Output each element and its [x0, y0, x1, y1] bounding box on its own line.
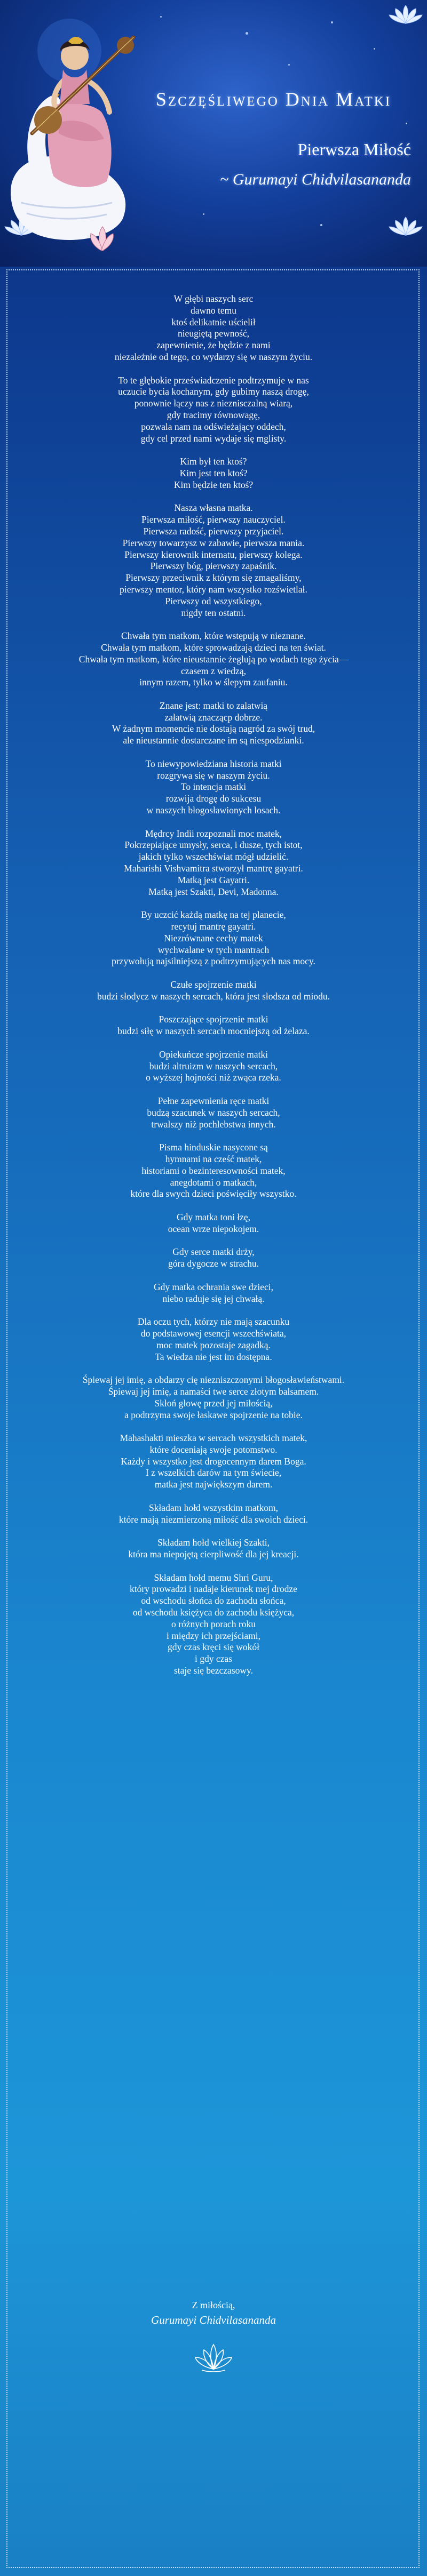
sparkle-decoration: [406, 123, 407, 124]
closing-block: [0, 2299, 427, 2329]
poem-line: niezależnie od tego, co wydarzy się w naszym życiu.: [114, 351, 313, 362]
poem-author: ~ Gurumayi Chidvilasananda: [220, 171, 411, 188]
poem-stanza: [0, 1316, 427, 1363]
poem-line: Pierwszy bóg, pierwszy zapaśnik.: [150, 561, 277, 572]
poem-line: Śpiewaj jej imię, a obdarzy cię niezniszczonymi błogosławieństwami.: [82, 1374, 345, 1386]
poem-line: Chwała tym matkom, które nieustannie żeglują po wodach tego życia—: [78, 653, 349, 665]
poem-stanza: [0, 456, 427, 491]
poem-line: Pełne zapewnienia ręce matki: [157, 1095, 270, 1106]
poem-line: To niewypowiedziana historia matki: [145, 758, 282, 769]
poem-line: przywołują najsilniejszą z podtrzymujących nas mocy.: [112, 956, 315, 967]
poem-line: Kim jest ten ktoś?: [179, 467, 248, 478]
poem-line: Śpiewaj jej imię, a namaści twe serce złotym balsamem.: [108, 1386, 319, 1397]
poem-line: Opiekuńcze spojrzenie matki: [159, 1049, 268, 1060]
poem-line: budzi altruizm w naszych sercach,: [149, 1060, 278, 1071]
poem-line: budzą szacunek w naszych sercach,: [147, 1107, 280, 1118]
poem-line: Nasza własna matka.: [174, 502, 253, 514]
poem-stanza: [0, 1049, 427, 1084]
poem-line: Ta wiedza nie jest im dostępna.: [155, 1351, 272, 1362]
poem-stanza: [0, 1212, 427, 1235]
poem-line: pozwala nam na odświeżający oddech,: [141, 421, 286, 432]
goddess-illustration: [0, 0, 160, 267]
header-title: Szczęśliwego Dnia Matki: [155, 89, 392, 110]
poem-line: budzi siłę w naszych sercach mocniejszą od żelaza.: [117, 1026, 310, 1037]
poem-line: trwalszy niż pochlebstwa innych.: [151, 1118, 276, 1130]
poem-line: Pierwsza miłość, pierwszy nauczyciel.: [141, 514, 286, 525]
poem-line: Gdy serce matki drży,: [172, 1246, 255, 1258]
poem-line: Pisma hinduskie nasycone są: [159, 1142, 268, 1153]
poem-line: Chwała tym matkom, które sprowadzają dzieci na ten świat.: [101, 642, 326, 653]
poem-line: Gdy matka ochrania swe dzieci,: [153, 1281, 273, 1292]
poem-line: które mają niezmierzoną miłość dla swoich dzieci.: [118, 1514, 309, 1525]
poem-stanza: [0, 758, 427, 817]
poem-line: i gdy czas: [195, 1653, 232, 1665]
sparkle-decoration: [160, 16, 162, 18]
poem-line: Pierwszy od wszystkiego,: [165, 595, 262, 606]
poem-line: To te głębokie przeświadczenie podtrzymuje w nas: [118, 374, 309, 386]
poem-stanza: [0, 1374, 427, 1421]
poem-line: Mędrcy Indii rozpoznali moc matek,: [145, 828, 282, 839]
poem-line: które dla swych dzieci poświęciły wszystko.: [130, 1188, 297, 1199]
poem-stanza: [0, 293, 427, 363]
poem-line: Kim był ten ktoś?: [180, 456, 247, 467]
sparkle-decoration: [331, 21, 333, 23]
poem-line: Maharishi Vishvamitra stworzył mantrę gayatri.: [124, 863, 303, 874]
poem-line: Pokrzepiające umysły, serca, i dusze, tych istot,: [124, 839, 303, 851]
poem-line: Czułe spojrzenie matki: [170, 979, 257, 990]
sparkle-decoration: [374, 48, 375, 50]
poem-line: o wyższej hojności niż zwąca rzeka.: [146, 1072, 281, 1083]
poem-stanza: [0, 1282, 427, 1305]
sparkle-decoration: [203, 213, 204, 215]
poem-line: historiami o bezinteresowności matek,: [141, 1165, 286, 1176]
poem-line: Pierwsza radość, pierwszy przyjaciel.: [143, 525, 284, 537]
lotus-flower-icon: [387, 216, 424, 237]
poem-line: Matką jest Gayatri.: [177, 874, 250, 885]
poem-title: Pierwsza Miłość: [297, 140, 411, 159]
poem-line: ktoś delikatnie uścielił: [171, 316, 256, 327]
poem-line: I z wszelkich darów na tym świecie,: [145, 1467, 282, 1478]
poem-line: od wschodu księżyca do zachodu księżyca,: [132, 1607, 295, 1618]
poem-line: do podstawowej esencji wszechświata,: [140, 1327, 287, 1339]
poem-line: nigdy ten ostatni.: [181, 607, 246, 618]
poem-line: W głębi naszych serc: [173, 293, 254, 304]
poem-line: Pierwszy towarzysz w zabawie, pierwsza mania.: [122, 537, 305, 548]
poem-line: rozgrywa się w naszym życiu.: [157, 770, 270, 781]
poem-stanza: [0, 375, 427, 445]
poem-line: zapewnienie, że będzie z nami: [156, 340, 271, 351]
poem-line: W żadnym momencie nie dostają nagród za swój trud,: [112, 723, 315, 734]
poem-stanza: [0, 1537, 427, 1561]
poem-line: uczucie bycia kochanym, gdy gubimy naszą drogę,: [118, 386, 309, 397]
poem-line: moc matek pozostaje zagadką.: [156, 1339, 271, 1350]
lotus-flower-icon: [191, 2341, 236, 2373]
poem-line: Pierwszy przeciwnik z którym się zmagaliśmy,: [125, 572, 302, 583]
sparkle-decoration: [288, 64, 290, 66]
poem-stanza: [0, 1433, 427, 1491]
poem-line: Znane jest: matki to zalatwią: [159, 700, 268, 711]
poem-line: matka jest największym darem.: [154, 1479, 273, 1490]
poem-line: wychwalane w tych mantrach: [157, 944, 270, 955]
poem-line: Każdy i wszystko jest drogocennym darem Boga.: [121, 1455, 306, 1467]
poem-line: nieugiętą pewność,: [177, 328, 250, 339]
poem-line: Składam hołd memu Shri Guru,: [154, 1572, 273, 1583]
poem-stanza: [0, 1142, 427, 1200]
poem-line: rozwija drogę do sukcesu: [165, 793, 262, 804]
poem-line: recytuj mantrę gayatri.: [171, 921, 256, 932]
poem-line: Pierwszy kierownik internatu, pierwszy kolega.: [124, 549, 303, 560]
closing-signature: Gurumayi Chidvilasananda: [151, 2314, 276, 2326]
poem-line: od wschodu słońca do zachodu słońca,: [141, 1595, 286, 1606]
poem-line: Poszczające spojrzenie matki: [159, 1014, 268, 1025]
poem-line: o różnych porach roku: [171, 1618, 256, 1629]
poem-line: gdy czas kręci się wokół: [167, 1642, 260, 1653]
poem-line: anegdotami o matkach,: [170, 1177, 257, 1188]
poem-line: Chwała tym matkom, które wstępują w nieznane.: [121, 630, 306, 642]
poem-line: niebo raduje się jej chwałą.: [162, 1293, 265, 1304]
poem-line: gdy cel przed nami wydaje się mglisty.: [140, 433, 287, 444]
poem-stanza: [0, 979, 427, 1003]
poem-line: By uczcić każdą matkę na tej planecie,: [141, 909, 286, 921]
poem-line: która ma niepojętą cierpliwość dla jej kreacji.: [128, 1549, 299, 1560]
poem-stanza: [0, 1246, 427, 1270]
poem-stanza: [0, 1502, 427, 1526]
poem-line: To intencja matki: [180, 781, 247, 793]
poem-line: ale nieustannie dostarczane im są niespodzianki.: [123, 735, 304, 746]
lotus-flower-icon: [387, 4, 424, 26]
poem-line: pierwszy mentor, który nam wszystko rozświetlał.: [120, 583, 307, 595]
poem-body: [0, 293, 427, 1689]
poem-stanza: [0, 828, 427, 898]
poem-line: który prowadzi i nadaje kierunek mej drodze: [130, 1583, 297, 1595]
poem-line: a podtrzyma swoje łaskawe spojrzenie na tobie.: [124, 1409, 303, 1420]
sparkle-decoration: [246, 32, 248, 35]
poem-line: staje się bezczasowy.: [173, 1665, 254, 1676]
poem-stanza: [0, 909, 427, 967]
poem-stanza: [0, 630, 427, 689]
poem-line: Kim będzie ten ktoś?: [173, 479, 254, 490]
poem-stanza: [0, 502, 427, 619]
poem-line: załatwią znaczącp dobrze.: [164, 711, 263, 723]
poem-line: ocean wrze niepokojem.: [168, 1223, 259, 1234]
poem-line: hymnami na cześć matek,: [165, 1153, 262, 1164]
poem-line: innym razem, tylko w ślepym zaufaniu.: [139, 677, 288, 688]
sparkle-decoration: [320, 224, 322, 226]
poem-line: budzi słodycz w naszych sercach, która jest słodsza od miodu.: [97, 990, 330, 1002]
poem-line: i między ich przejściami,: [167, 1630, 260, 1641]
poem-line: czasem z wiedzą,: [181, 665, 246, 676]
poem-line: Składam hołd wszystkim matkom,: [148, 1502, 279, 1513]
header-banner: [0, 0, 427, 267]
poem-line: w naszych błogosławionych losach.: [146, 805, 281, 816]
poem-stanza: [0, 1572, 427, 1677]
poem-line: Składam hołd wielkiej Szakti,: [157, 1537, 270, 1548]
poem-line: Niezrównane cechy matek: [164, 932, 263, 943]
poem-line: gdy tracimy równowagę,: [167, 409, 260, 420]
poem-line: Skłoń głowę przed jej miłością,: [154, 1397, 273, 1409]
poem-line: które doceniają swoje potomstwo.: [149, 1444, 278, 1455]
closing-salutation: Z miłością,: [192, 2300, 235, 2310]
poem-line: Gdy matka toni łzę,: [176, 1211, 251, 1222]
poem-line: góra dygocze w strachu.: [168, 1258, 259, 1269]
poem-stanza: [0, 1014, 427, 1037]
poem-line: Matką jest Szakti, Devi, Madonna.: [148, 886, 279, 897]
poem-line: jakich tylko wszechświat mógł udzielić.: [138, 851, 289, 862]
poem-line: Mahashakti mieszka w sercach wszystkich matek,: [120, 1433, 307, 1444]
poem-stanza: [0, 1095, 427, 1130]
poem-line: ponownie łączy nas z nieznisczalną wiarą,: [134, 398, 293, 409]
poem-line: Dla oczu tych, którzy nie mają szacunku: [137, 1316, 290, 1327]
poem-stanza: [0, 700, 427, 747]
poem-line: dawno temu: [190, 305, 237, 316]
